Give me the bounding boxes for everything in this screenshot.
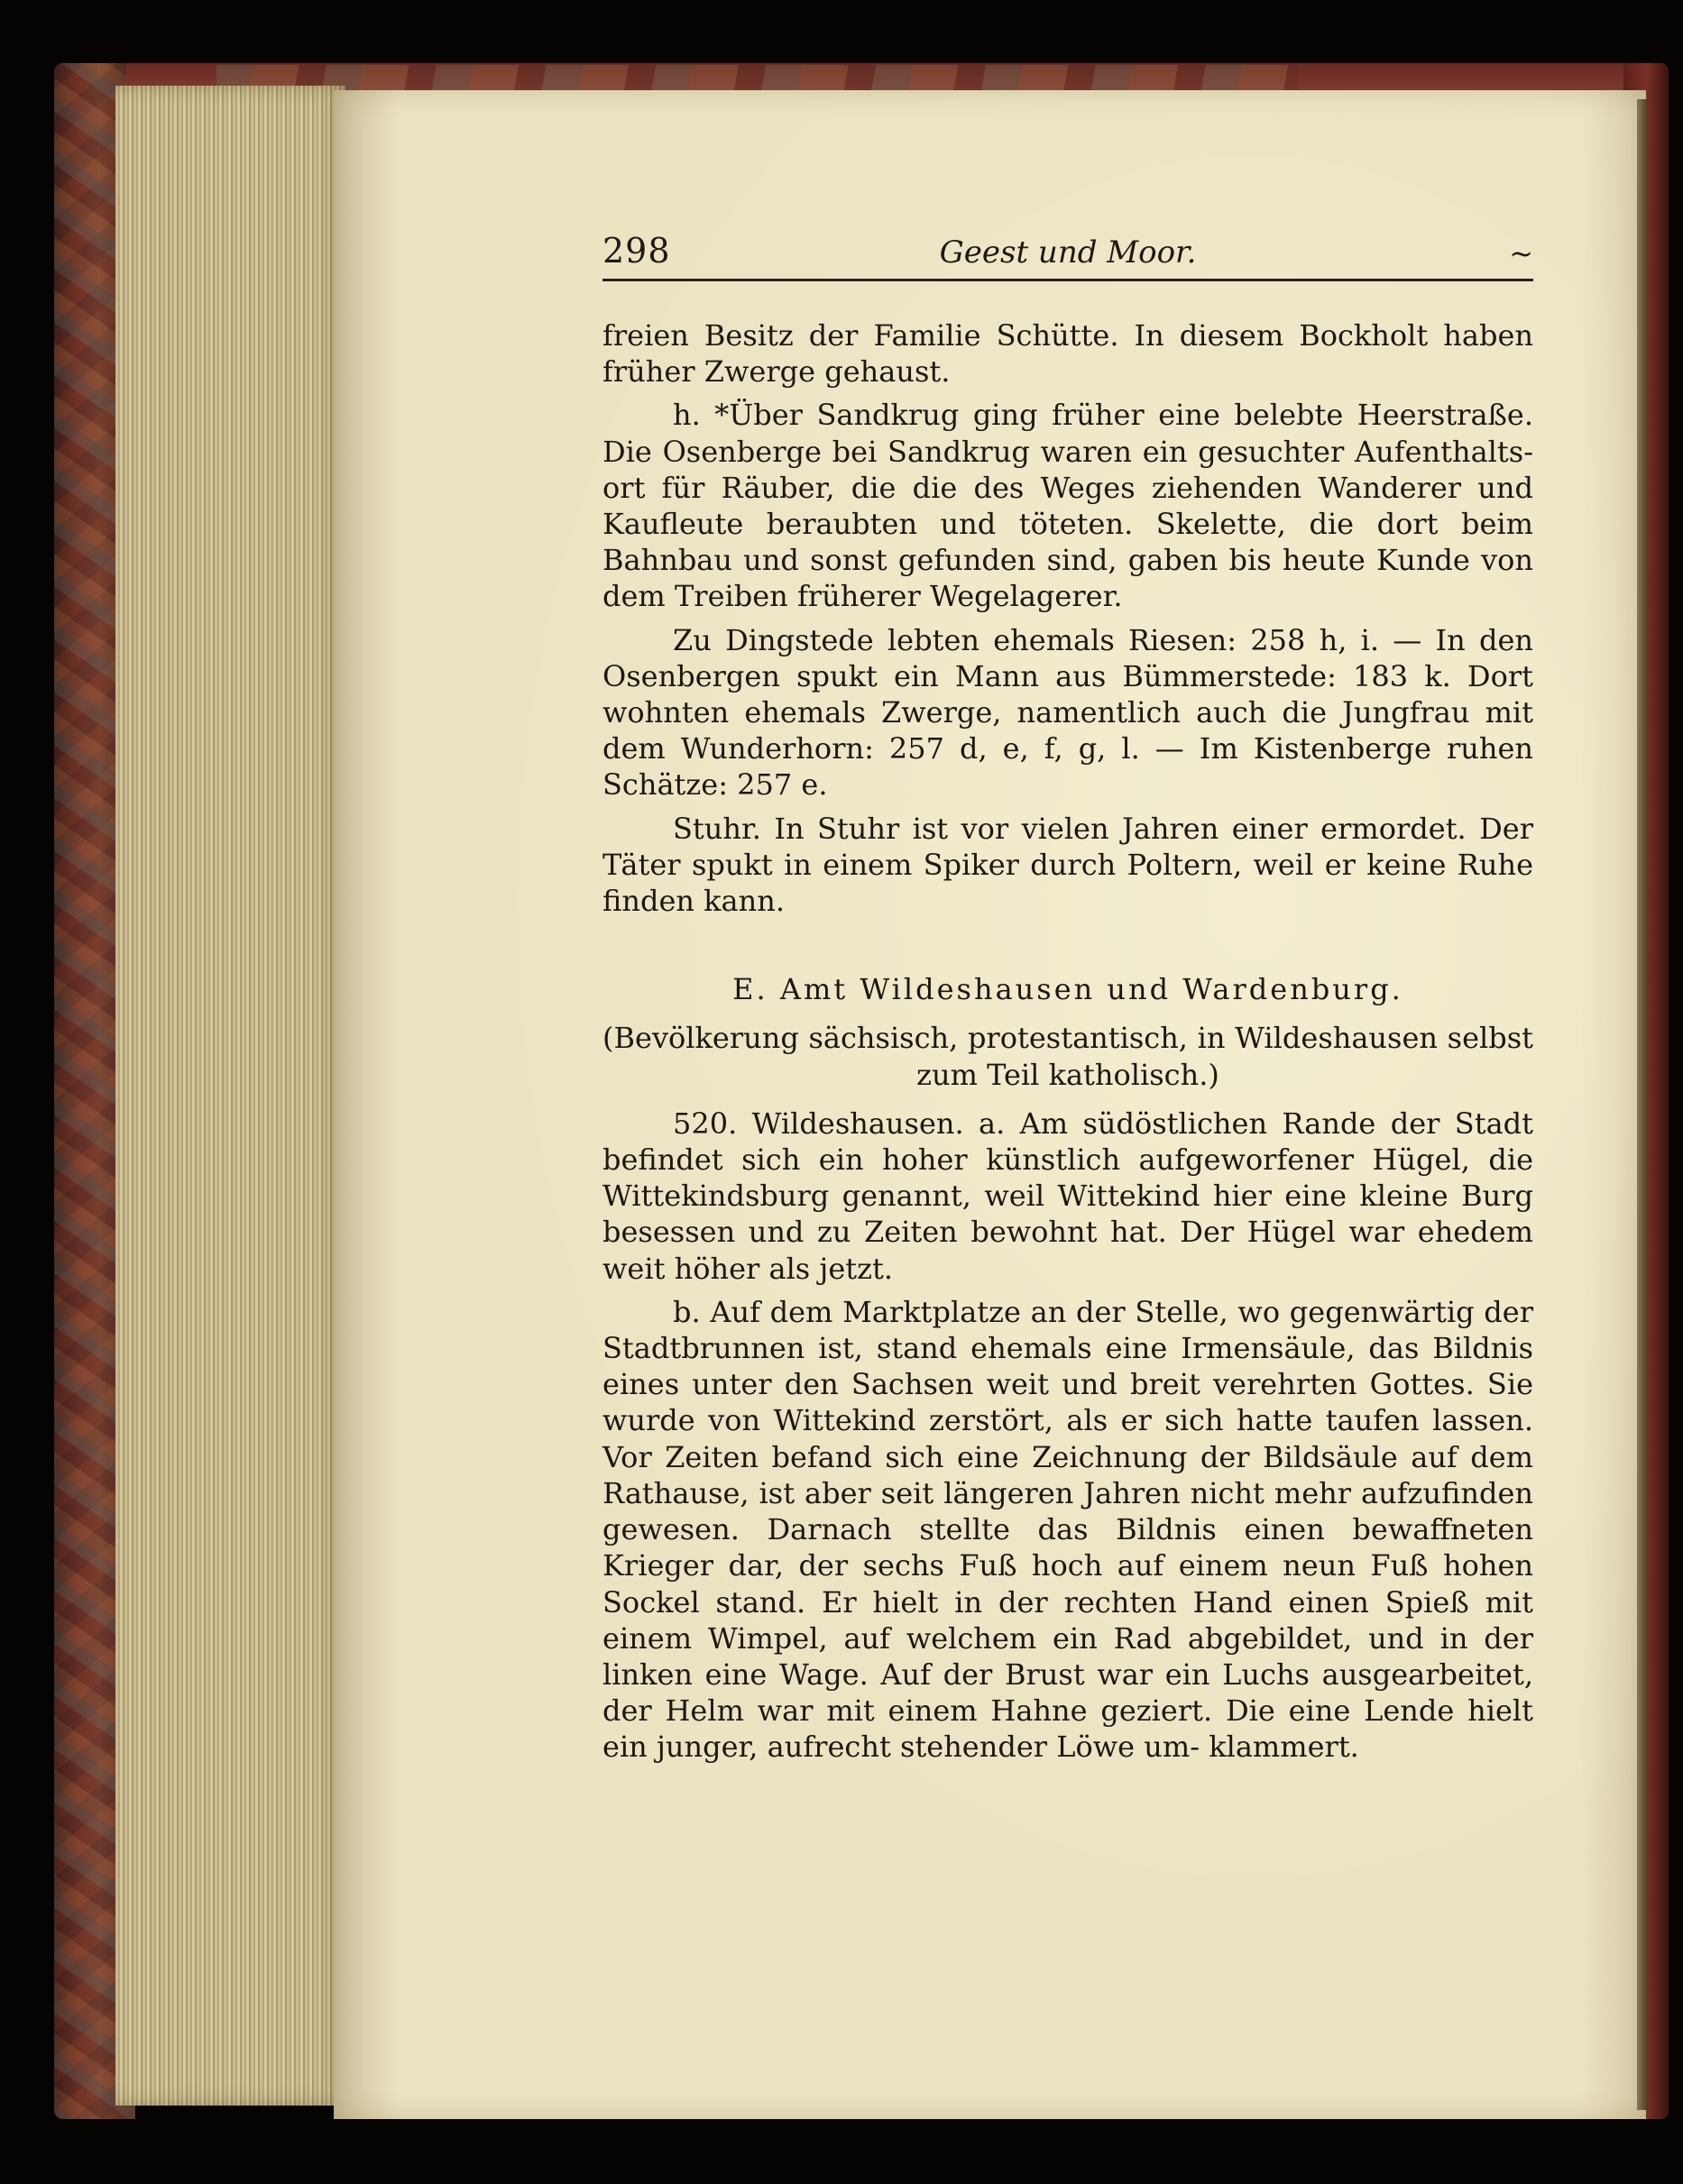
header-rule (602, 279, 1533, 281)
entry-520-a: 520. Wildeshausen. a. Am südöstlichen Rande der Stadt befindet sich ein hoher künstlich aufgeworfener Hügel, die Wittekindsburg genannt, weil Wittekind hier eine kleine Burg besessen und zu Zeiten bewohnt hat. Der Hügel war ehedem weit höher als jetzt. (602, 1106, 1533, 1286)
section-heading: E. Amt Wildeshausen und Wardenburg. (732, 972, 1403, 1007)
paragraph-dingstede: Zu Dingstede lebten ehemals Riesen: 258 h, i. — In den Osenbergen spukt ein Mann aus Bümmerstede: 183 k. Dort wohnten ehemals Zwerge, namentlich auch die Jungfrau mit dem Wunderhorn: 257 d, e, f, g, l. — Im Kistenberge ruhen Schätze: 257 e. (602, 622, 1533, 803)
paragraph-continuation: freien Besitz der Familie Schütte. In diesem Bockholt haben früher Zwerge gehaust. (602, 318, 1533, 390)
page-gutter (1637, 99, 1648, 2110)
section-subtitle: (Bevölkerung sächsisch, protestantisch, in Wildeshausen selbst zum Teil katholisch.) (602, 1021, 1533, 1092)
paragraph-sandkrug: h. *Über Sandkrug ging früher eine belebte Heerstraße. Die Osenberge bei Sandkrug waren ein gesuchter Aufenthalts- ort für Räuber, die die des Weges ziehenden Wanderer und Kaufleute beraubten und töteten. Skelette, die dort beim Bahnbau und sonst gefunden sind, gaben bis heute Kunde von dem Treiben früherer Wegelagerer. (602, 398, 1533, 614)
page-edge-stack (115, 86, 345, 2106)
body-text (602, 317, 1533, 1766)
page-number: 298 (602, 231, 671, 271)
paragraph-stuhr: Stuhr. In Stuhr ist vor vielen Jahren einer ermordet. Der Täter spukt in einem Spiker durch Poltern, weil er keine Ruhe finden kann. (602, 811, 1533, 919)
page-header (602, 231, 1533, 281)
entry-520-b: b. Auf dem Marktplatze an der Stelle, wo gegenwärtig der Stadtbrunnen ist, stand ehemals eine Irmensäule, das Bildnis eines unter den Sachsen weit und breit verehrten Gottes. Sie wurde von Wittekind zerstört, als er sich hatte taufen lassen. Vor Zeiten befand sich eine Zeichnung der Bildsäule auf dem Rathause, ist aber seit längeren Jahren nicht mehr aufzufinden gewesen. Darnach stellte das Bildnis einen bewaffneten Krieger dar, der sechs Fuß hoch auf einem neun Fuß hohen Sockel stand. Er hielt in der rechten Hand einen Spieß mit einem Wimpel, auf welchem ein Rad abgebildet, und in der linken eine Wage. Auf der Brust war ein Luchs ausgearbeitet, der Helm war mit einem Hahne geziert. Die eine Lende hielt ein junger, aufrecht stehender Löwe um- klammert. (602, 1294, 1533, 1765)
running-mark: ~ (1509, 236, 1533, 271)
running-title: Geest und Moor. (939, 234, 1197, 271)
